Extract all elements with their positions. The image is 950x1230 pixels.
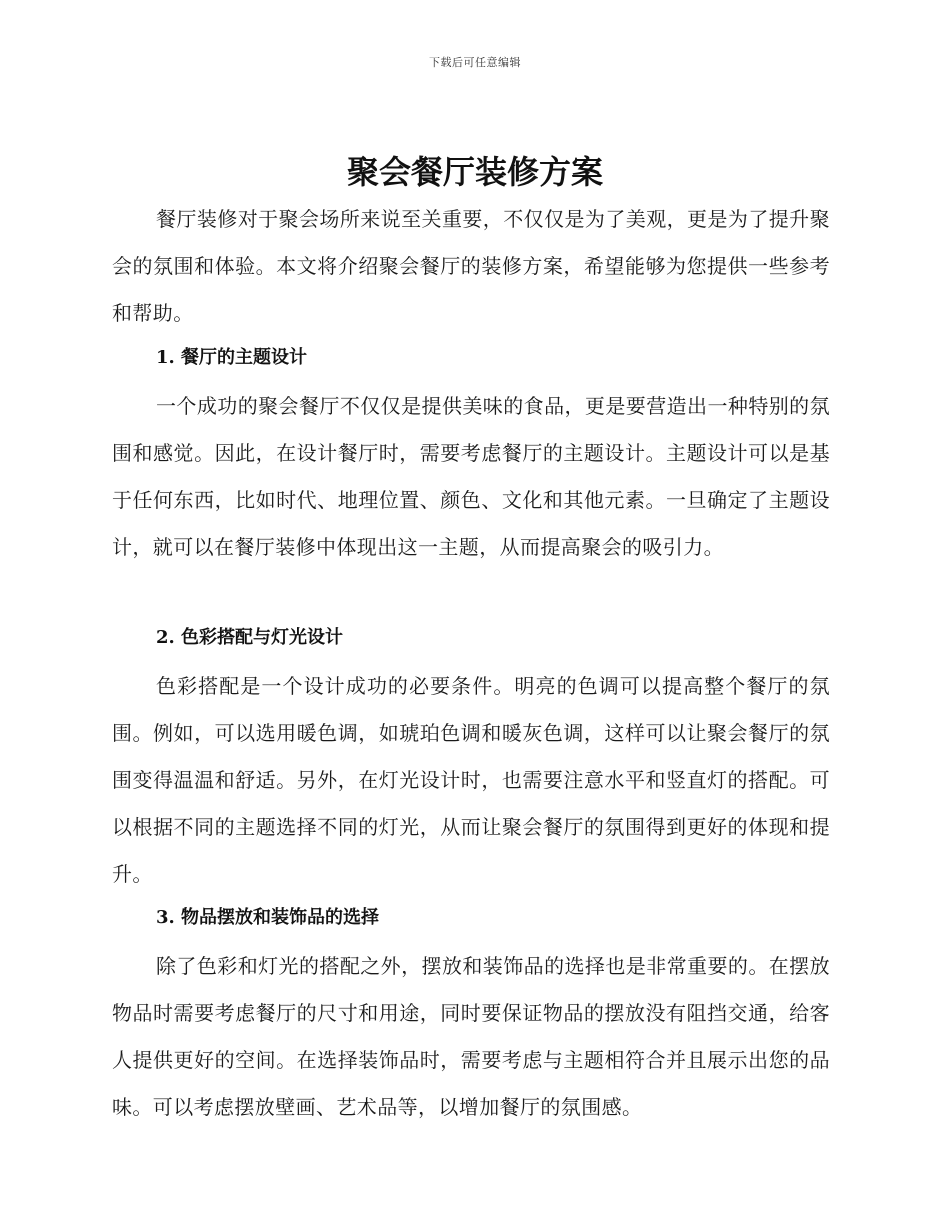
section-heading: 3. 物品摆放和装饰品的选择 bbox=[156, 907, 380, 928]
section-heading: 2. 色彩搭配与灯光设计 bbox=[156, 627, 344, 648]
section-2-body bbox=[112, 663, 830, 898]
section-paragraph: 色彩搭配是一个设计成功的必要条件。明亮的色调可以提高整个餐厅的氛围。例如，可以选用暖色调，如琥珀色调和暖灰色调，这样可以让聚会餐厅的氛围变得温温和舒适。另外，在灯光设计时，也需要注意水平和竖直灯的搭配。可以根据不同的主题选择不同的灯光，从而让聚会餐厅的氛围得到更好的体现和提升。 bbox=[112, 674, 830, 886]
section-3-body bbox=[112, 943, 830, 1131]
section-1-body bbox=[112, 383, 830, 571]
section-paragraph: 一个成功的聚会餐厅不仅仅是提供美味的食品，更是要营造出一种特别的氛围和感觉。因此，在设计餐厅时，需要考虑餐厅的主题设计。主题设计可以是基于任何东西，比如时代、地理位置、颜色、文化和其他元素。一旦确定了主题设计，就可以在餐厅装修中体现出这一主题，从而提高聚会的吸引力。 bbox=[112, 394, 830, 559]
page-header-note: 下载后可任意编辑 bbox=[429, 56, 521, 69]
section-2 bbox=[112, 624, 830, 652]
section-1 bbox=[112, 344, 830, 372]
intro-block bbox=[112, 196, 830, 337]
section-3 bbox=[112, 904, 830, 932]
document-title: 聚会餐厅装修方案 bbox=[346, 153, 603, 191]
section-paragraph: 除了色彩和灯光的搭配之外，摆放和装饰品的选择也是非常重要的。在摆放物品时需要考虑餐厅的尺寸和用途，同时要保证物品的摆放没有阻挡交通，给客人提供更好的空间。在选择装饰品时，需要考虑与主题相符合并且展示出您的品味。可以考虑摆放壁画、艺术品等，以增加餐厅的氛围感。 bbox=[112, 954, 830, 1119]
intro-paragraph: 餐厅装修对于聚会场所来说至关重要，不仅仅是为了美观，更是为了提升聚会的氛围和体验。本文将介绍聚会餐厅的装修方案，希望能够为您提供一些参考和帮助。 bbox=[112, 207, 830, 325]
section-heading: 1. 餐厅的主题设计 bbox=[156, 347, 308, 368]
